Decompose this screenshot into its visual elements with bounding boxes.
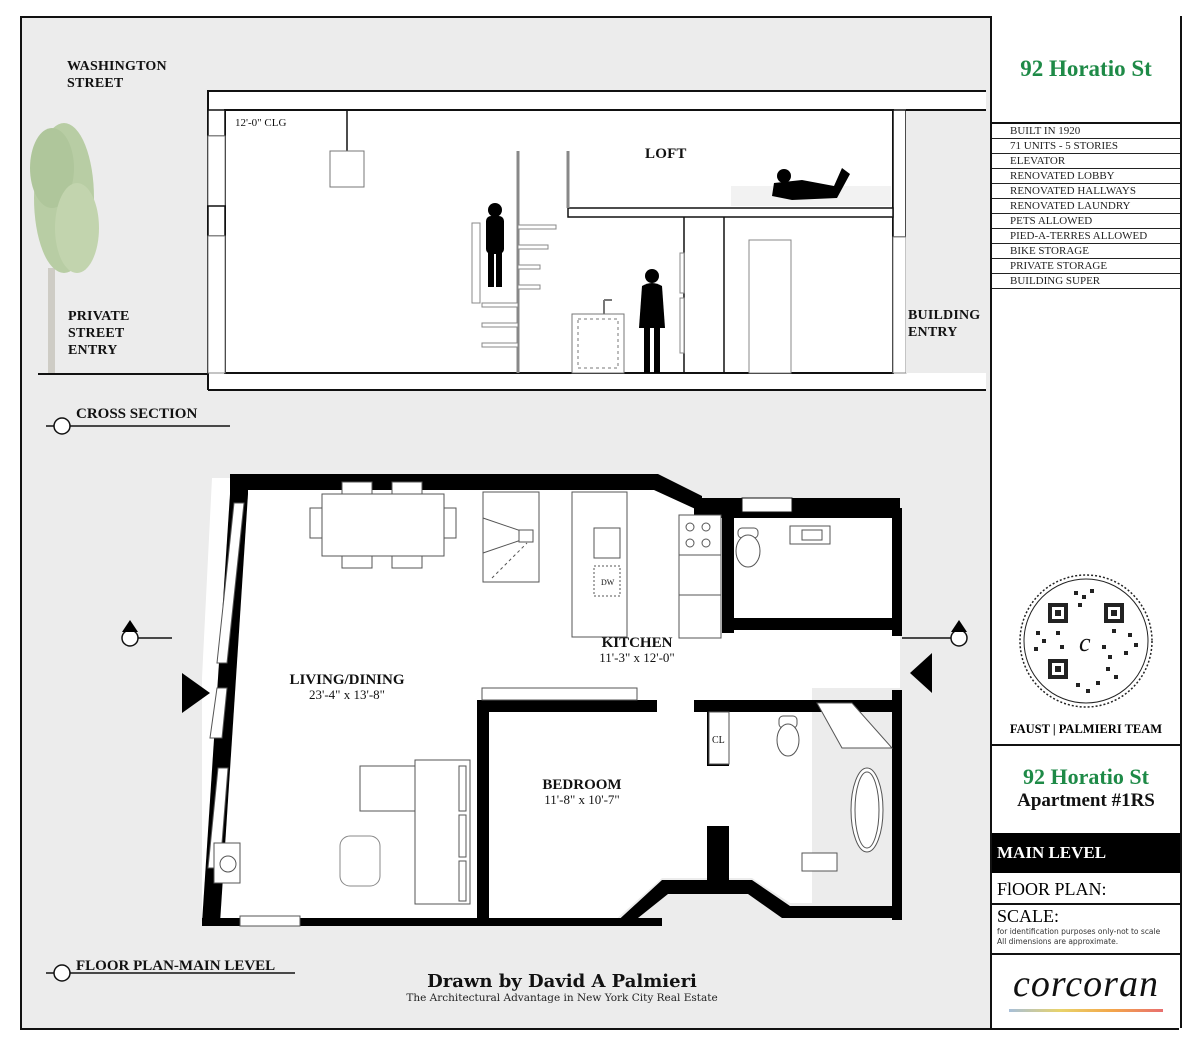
room-kitchen: KITCHEN 11'-3" x 12'-0": [599, 635, 675, 665]
svg-text:12'-0" CLG: 12'-0" CLG: [235, 117, 287, 129]
floor-plan-label: FlOOR PLAN:: [992, 873, 1180, 905]
floor-plan-sheet: [20, 16, 1179, 1030]
feature-item: RENOVATED LAUNDRY: [992, 199, 1180, 214]
feature-item: PETS ALLOWED: [992, 214, 1180, 229]
title-address: 92 Horatio St: [992, 16, 1180, 124]
building-entry-label: BUILDING ENTRY: [908, 308, 981, 340]
building-features-list: [992, 124, 1180, 289]
feature-item: BUILT IN 1920: [992, 124, 1180, 139]
room-living-dining: LIVING/DINING 23'-4" x 13'-8": [289, 672, 405, 702]
private-entry-label: PRIVATE STREET ENTRY: [68, 309, 130, 358]
room-bedroom: BEDROOM 11'-8" x 10'-7": [542, 777, 622, 807]
floor-plan-drawing: [22, 448, 990, 1008]
feature-item: PIED-A-TERRES ALLOWED: [992, 229, 1180, 244]
logo-color-bar: [1009, 1009, 1163, 1012]
feature-item: RENOVATED HALLWAYS: [992, 184, 1180, 199]
feature-item: PRIVATE STORAGE: [992, 259, 1180, 274]
svg-text:c: c: [1079, 628, 1091, 657]
corcoran-logo: corcoran: [992, 957, 1180, 1027]
cross-section-tag: CROSS SECTION: [76, 406, 198, 422]
feature-item: BUILDING SUPER: [992, 274, 1180, 289]
cross-section-drawing: [22, 18, 990, 418]
feature-item: 71 UNITS - 5 STORIES: [992, 139, 1180, 154]
feature-item: ELEVATOR: [992, 154, 1180, 169]
section-marker-left-icon: [122, 620, 210, 713]
drawing-credit: Drawn by David A Palmieri The Architectural Advantage in New York City Real Estate: [406, 971, 718, 1004]
level-label: MAIN LEVEL: [992, 833, 1180, 873]
feature-item: RENOVATED LOBBY: [992, 169, 1180, 184]
street-label: WASHINGTON STREET: [67, 59, 167, 91]
section-marker-right-icon: [902, 620, 967, 693]
svg-text:DW: DW: [601, 578, 615, 587]
unit-address: 92 Horatio St Apartment #1RS: [1017, 764, 1155, 811]
qr-code[interactable]: [992, 561, 1180, 721]
drawing-area: [22, 18, 990, 1028]
svg-text:CL: CL: [712, 735, 725, 746]
loft-label: LOFT: [645, 146, 687, 162]
scale-block: SCALE: for identification purposes only-not to scale All dimensions are approximate.: [992, 905, 1180, 955]
title-block: [990, 16, 1182, 1028]
floor-plan-tag: FLOOR PLAN-MAIN LEVEL: [76, 958, 276, 974]
team-name: FAUST | PALMIERI TEAM: [992, 716, 1180, 746]
feature-item: BIKE STORAGE: [992, 244, 1180, 259]
qr-code-icon: [1016, 571, 1156, 711]
